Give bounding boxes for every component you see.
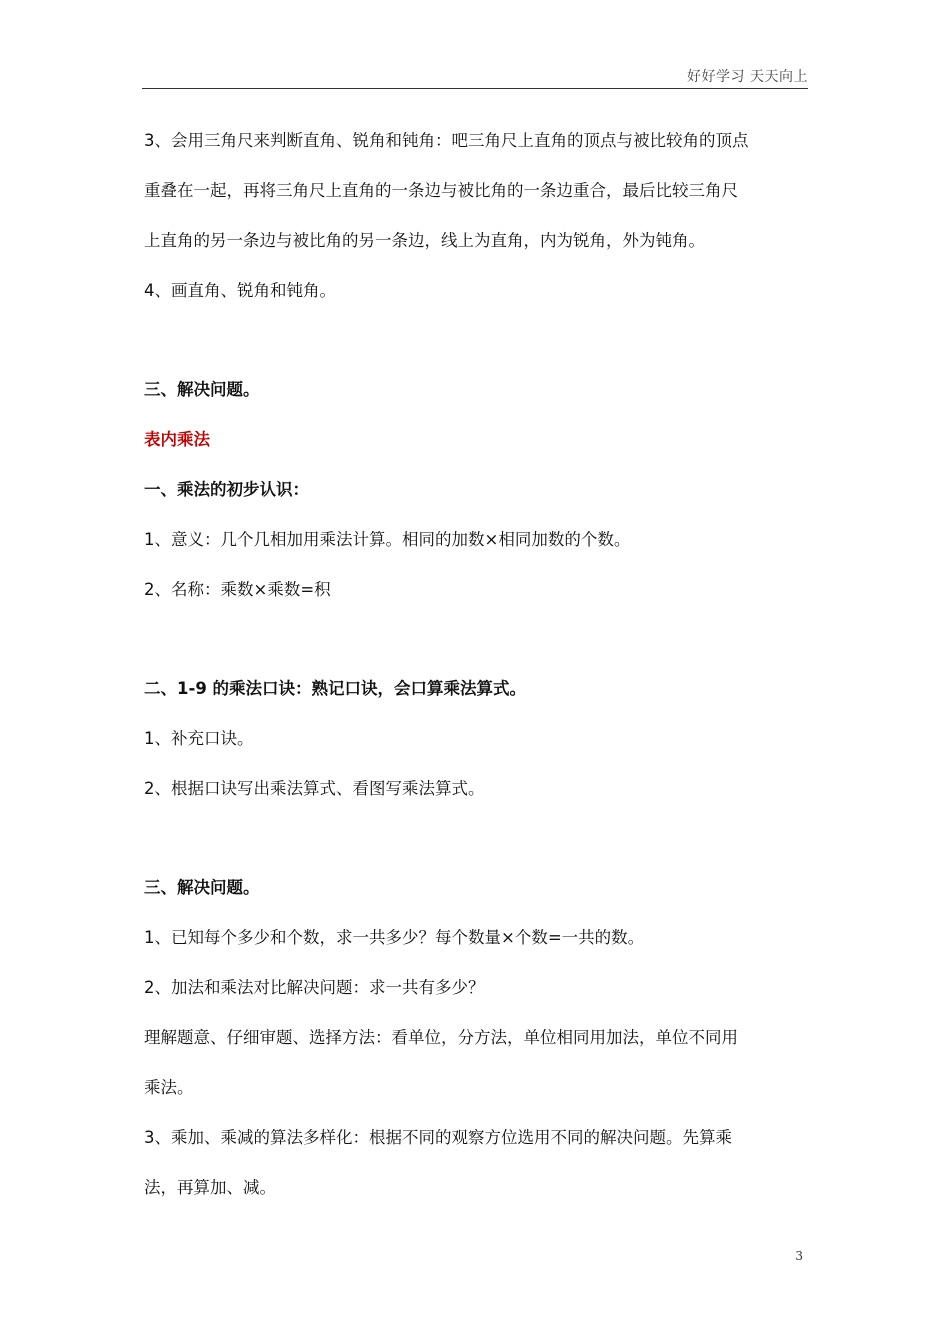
paragraph-line: 理解题意、仔细审题、选择方法：看单位，分方法，单位相同用加法，单位不同用	[144, 1028, 738, 1047]
paragraph-line: 3、会用三角尺来判断直角、锐角和钝角：吧三角尺上直角的顶点与被比较角的顶点	[144, 131, 749, 150]
list-item: 3、乘加、乘减的算法多样化：根据不同的观察方位选用不同的解决问题。先算乘	[144, 1128, 732, 1147]
page-number: 3	[795, 1249, 803, 1263]
section-heading: 二、1-9 的乘法口诀：熟记口诀，会口算乘法算式。	[144, 679, 527, 698]
section-heading: 一、乘法的初步认识：	[144, 480, 309, 499]
list-item: 2、根据口诀写出乘法算式、看图写乘法算式。	[144, 779, 485, 798]
list-item: 4、画直角、锐角和钝角。	[144, 281, 336, 300]
paragraph-line: 上直角的另一条边与被比角的另一条边，线上为直角，内为锐角，外为钝角。	[144, 231, 705, 250]
section-heading: 三、解决问题。	[144, 380, 260, 399]
paragraph-line: 乘法。	[144, 1078, 194, 1097]
header-divider	[142, 88, 808, 89]
list-item: 1、意义：几个几相加用乘法计算。相同的加数×相同加数的个数。	[144, 530, 631, 549]
paragraph-line: 法，再算加、减。	[144, 1178, 276, 1197]
header-motto: 好好学习 天天向上	[687, 69, 808, 85]
list-item: 2、加法和乘法对比解决问题：求一共有多少？	[144, 978, 485, 997]
section-heading: 三、解决问题。	[144, 878, 260, 897]
list-item: 1、补充口诀。	[144, 729, 254, 748]
paragraph-line: 重叠在一起，再将三角尺上直角的一条边与被比角的一条边重合，最后比较三角尺	[144, 181, 738, 200]
chapter-title: 表内乘法	[144, 430, 210, 449]
list-item: 1、已知每个多少和个数，求一共多少？每个数量×个数=一共的数。	[144, 928, 645, 947]
list-item: 2、名称：乘数×乘数=积	[144, 580, 331, 599]
